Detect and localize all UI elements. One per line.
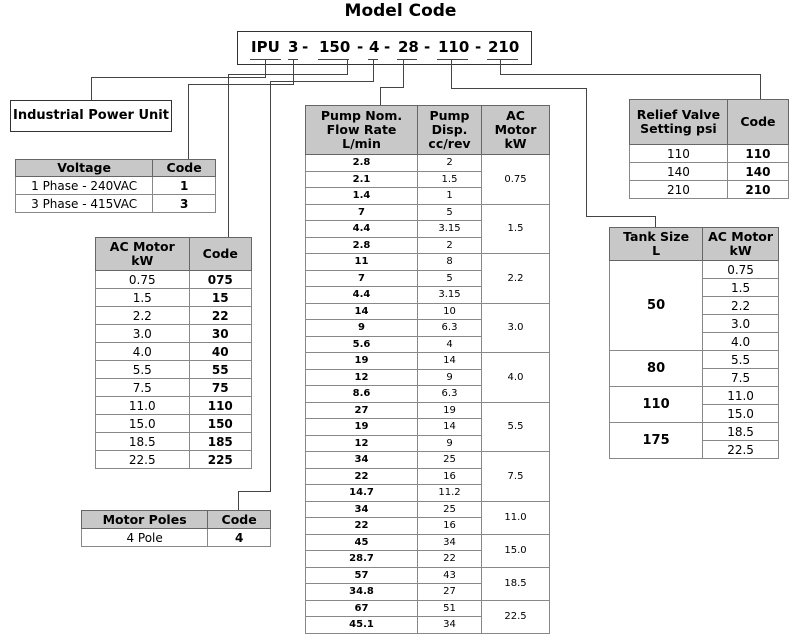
flow-cell: 2.1 bbox=[306, 171, 418, 188]
tank-size-cell: 175 bbox=[610, 423, 703, 459]
flow-cell: 22 bbox=[306, 468, 418, 485]
disp-cell: 6.3 bbox=[418, 386, 482, 403]
code-cell: 40 bbox=[189, 343, 251, 361]
disp-cell: 1 bbox=[418, 188, 482, 205]
table-row bbox=[306, 353, 550, 370]
code-sep: - bbox=[384, 38, 391, 56]
motor-kw-cell: 22.5 bbox=[703, 441, 779, 459]
code-sep: - bbox=[475, 38, 482, 56]
page-title: Model Code bbox=[344, 1, 457, 21]
motor-kw-cell: 3.0 bbox=[482, 303, 550, 353]
code-cell: 075 bbox=[189, 271, 251, 289]
disp-cell: 16 bbox=[418, 468, 482, 485]
motor-kw-cell: 1.5 bbox=[703, 279, 779, 297]
motor-kw-cell: 0.75 bbox=[482, 155, 550, 205]
table-header-row bbox=[610, 228, 779, 261]
motor-kw-cell: 5.5 bbox=[96, 361, 190, 379]
flow-cell: 4.4 bbox=[306, 287, 418, 304]
relief-header bbox=[630, 100, 728, 145]
motor-kw-cell: 7.5 bbox=[96, 379, 190, 397]
table-row bbox=[96, 307, 252, 325]
disp-cell: 34 bbox=[418, 617, 482, 634]
disp-cell: 2 bbox=[418, 237, 482, 254]
table-row bbox=[610, 423, 779, 441]
relief-table bbox=[629, 99, 789, 199]
tank-size-cell: 110 bbox=[610, 387, 703, 423]
code-part-ipu: IPU bbox=[251, 38, 280, 56]
code-header: Code bbox=[208, 511, 271, 529]
table-row bbox=[306, 254, 550, 271]
psi-cell: 210 bbox=[630, 181, 728, 199]
table-row bbox=[610, 351, 779, 369]
psi-cell: 110 bbox=[630, 145, 728, 163]
flow-cell: 45.1 bbox=[306, 617, 418, 634]
motor-kw-cell: 1.5 bbox=[96, 289, 190, 307]
disp-cell: 8 bbox=[418, 254, 482, 271]
motor-kw-cell: 7.5 bbox=[482, 452, 550, 502]
code-cell: 110 bbox=[727, 145, 788, 163]
table-row bbox=[306, 303, 550, 320]
poles-header: Motor Poles bbox=[82, 511, 208, 529]
disp-cell: 16 bbox=[418, 518, 482, 535]
motor-kw-cell: 4.0 bbox=[703, 333, 779, 351]
motor-kw-cell: 7.5 bbox=[703, 369, 779, 387]
tank-table bbox=[609, 227, 779, 459]
voltage-cell: 1 Phase - 240VAC bbox=[16, 177, 153, 195]
ipu-label-box: Industrial Power Unit bbox=[10, 100, 172, 132]
motor-kw-cell: 5.5 bbox=[482, 402, 550, 452]
table-row bbox=[96, 361, 252, 379]
code-cell: 225 bbox=[189, 451, 251, 469]
code-cell: 185 bbox=[189, 433, 251, 451]
table-header-row bbox=[630, 100, 789, 145]
motor-kw-header bbox=[482, 106, 550, 155]
disp-cell: 14 bbox=[418, 419, 482, 436]
flow-cell: 45 bbox=[306, 534, 418, 551]
table-row bbox=[306, 155, 550, 172]
flow-header bbox=[306, 106, 418, 155]
disp-cell: 14 bbox=[418, 353, 482, 370]
flow-cell: 12 bbox=[306, 369, 418, 386]
motor-kw-header-label: AC Motor kW bbox=[708, 229, 774, 258]
disp-cell: 4 bbox=[418, 336, 482, 353]
motor-kw-cell: 0.75 bbox=[96, 271, 190, 289]
code-cell: 3 bbox=[153, 195, 216, 213]
motor-kw-cell: 3.0 bbox=[96, 325, 190, 343]
flow-cell: 2.8 bbox=[306, 237, 418, 254]
flow-cell: 2.8 bbox=[306, 155, 418, 172]
code-cell: 15 bbox=[189, 289, 251, 307]
disp-cell: 27 bbox=[418, 584, 482, 601]
flow-cell: 34 bbox=[306, 452, 418, 469]
code-part-pump: 28 bbox=[398, 38, 419, 56]
disp-cell: 25 bbox=[418, 501, 482, 518]
pump-table bbox=[305, 105, 550, 634]
table-header-row bbox=[96, 238, 252, 271]
motor-kw-cell: 18.5 bbox=[482, 567, 550, 600]
flow-cell: 11 bbox=[306, 254, 418, 271]
psi-cell: 140 bbox=[630, 163, 728, 181]
poles-cell: 4 Pole bbox=[82, 529, 208, 547]
flow-cell: 28.7 bbox=[306, 551, 418, 568]
disp-cell: 6.3 bbox=[418, 320, 482, 337]
motor-kw-cell: 2.2 bbox=[703, 297, 779, 315]
motor-kw-cell: 4.0 bbox=[96, 343, 190, 361]
code-cell: 210 bbox=[727, 181, 788, 199]
poles-table bbox=[81, 510, 271, 547]
flow-cell: 4.4 bbox=[306, 221, 418, 238]
flow-cell: 12 bbox=[306, 435, 418, 452]
motor-kw-cell: 22.5 bbox=[482, 600, 550, 633]
code-header: Code bbox=[727, 100, 788, 145]
table-row bbox=[96, 271, 252, 289]
code-cell: 30 bbox=[189, 325, 251, 343]
table-row bbox=[306, 600, 550, 617]
disp-cell: 5 bbox=[418, 204, 482, 221]
table-row bbox=[96, 325, 252, 343]
motor-kw-cell: 15.0 bbox=[703, 405, 779, 423]
table-row bbox=[630, 163, 789, 181]
disp-cell: 43 bbox=[418, 567, 482, 584]
code-part-poles: 4 bbox=[369, 38, 380, 56]
table-row bbox=[96, 397, 252, 415]
table-row bbox=[306, 567, 550, 584]
motor-kw-cell: 2.2 bbox=[96, 307, 190, 325]
disp-cell: 10 bbox=[418, 303, 482, 320]
flow-cell: 67 bbox=[306, 600, 418, 617]
flow-cell: 22 bbox=[306, 518, 418, 535]
disp-cell: 3.15 bbox=[418, 287, 482, 304]
table-row bbox=[610, 261, 779, 279]
motor-kw-cell: 18.5 bbox=[703, 423, 779, 441]
table-row bbox=[16, 177, 216, 195]
flow-cell: 7 bbox=[306, 270, 418, 287]
flow-cell: 9 bbox=[306, 320, 418, 337]
disp-cell: 11.2 bbox=[418, 485, 482, 502]
motor-kw-cell: 11.0 bbox=[703, 387, 779, 405]
code-cell: 1 bbox=[153, 177, 216, 195]
flow-cell: 14.7 bbox=[306, 485, 418, 502]
code-part-relief: 110 bbox=[438, 38, 470, 56]
motor-kw-cell: 5.5 bbox=[703, 351, 779, 369]
motor-kw-cell: 18.5 bbox=[96, 433, 190, 451]
code-header: Code bbox=[189, 238, 251, 271]
disp-cell: 51 bbox=[418, 600, 482, 617]
motor-kw-header-label: AC Motor kW bbox=[494, 108, 537, 151]
table-row bbox=[306, 452, 550, 469]
disp-cell: 5 bbox=[418, 270, 482, 287]
disp-header bbox=[418, 106, 482, 155]
voltage-cell: 3 Phase - 415VAC bbox=[16, 195, 153, 213]
code-cell: 150 bbox=[189, 415, 251, 433]
motor-table bbox=[95, 237, 252, 469]
disp-cell: 9 bbox=[418, 435, 482, 452]
disp-cell: 2 bbox=[418, 155, 482, 172]
tank-header-label: Tank Size L bbox=[623, 229, 690, 258]
motor-kw-cell: 15.0 bbox=[96, 415, 190, 433]
code-cell: 75 bbox=[189, 379, 251, 397]
disp-cell: 25 bbox=[418, 452, 482, 469]
flow-cell: 14 bbox=[306, 303, 418, 320]
flow-cell: 7 bbox=[306, 204, 418, 221]
motor-header-label: AC Motor kW bbox=[109, 239, 175, 268]
motor-kw-header bbox=[703, 228, 779, 261]
table-header-row bbox=[16, 160, 216, 177]
code-sep: - bbox=[357, 38, 364, 56]
motor-kw-cell: 0.75 bbox=[703, 261, 779, 279]
code-cell: 55 bbox=[189, 361, 251, 379]
motor-kw-cell: 22.5 bbox=[96, 451, 190, 469]
flow-cell: 27 bbox=[306, 402, 418, 419]
voltage-header: Voltage bbox=[16, 160, 153, 177]
code-part-voltage: 3 bbox=[288, 38, 299, 56]
motor-header bbox=[96, 238, 190, 271]
flow-cell: 19 bbox=[306, 419, 418, 436]
table-row bbox=[96, 289, 252, 307]
table-row bbox=[630, 181, 789, 199]
table-row bbox=[630, 145, 789, 163]
relief-header-label: Relief Valve Setting psi bbox=[636, 107, 721, 136]
table-row bbox=[96, 451, 252, 469]
motor-kw-cell: 4.0 bbox=[482, 353, 550, 403]
motor-kw-cell: 11.0 bbox=[482, 501, 550, 534]
code-cell: 22 bbox=[189, 307, 251, 325]
disp-cell: 1.5 bbox=[418, 171, 482, 188]
table-row bbox=[610, 387, 779, 405]
code-cell: 140 bbox=[727, 163, 788, 181]
motor-kw-cell: 2.2 bbox=[482, 254, 550, 304]
flow-cell: 19 bbox=[306, 353, 418, 370]
voltage-table bbox=[15, 159, 216, 213]
code-sep: - bbox=[424, 38, 431, 56]
code-sep: - bbox=[302, 38, 309, 56]
disp-cell: 22 bbox=[418, 551, 482, 568]
table-row bbox=[16, 195, 216, 213]
tank-header bbox=[610, 228, 703, 261]
code-header: Code bbox=[153, 160, 216, 177]
disp-cell: 19 bbox=[418, 402, 482, 419]
code-part-motor: 150 bbox=[319, 38, 351, 56]
motor-kw-cell: 15.0 bbox=[482, 534, 550, 567]
table-header-row bbox=[306, 106, 550, 155]
code-cell: 110 bbox=[189, 397, 251, 415]
code-cell: 4 bbox=[208, 529, 271, 547]
table-row bbox=[306, 204, 550, 221]
table-row bbox=[82, 529, 271, 547]
table-row bbox=[96, 415, 252, 433]
disp-cell: 3.15 bbox=[418, 221, 482, 238]
motor-kw-cell: 11.0 bbox=[96, 397, 190, 415]
table-row bbox=[96, 379, 252, 397]
table-row bbox=[306, 534, 550, 551]
motor-kw-cell: 3.0 bbox=[703, 315, 779, 333]
tank-size-cell: 50 bbox=[610, 261, 703, 351]
tank-size-cell: 80 bbox=[610, 351, 703, 387]
flow-cell: 34.8 bbox=[306, 584, 418, 601]
code-part-tank: 210 bbox=[488, 38, 520, 56]
flow-header-label: Pump Nom. Flow Rate L/min bbox=[320, 108, 403, 151]
flow-cell: 5.6 bbox=[306, 336, 418, 353]
motor-kw-cell: 1.5 bbox=[482, 204, 550, 254]
disp-cell: 9 bbox=[418, 369, 482, 386]
table-row bbox=[306, 402, 550, 419]
flow-cell: 8.6 bbox=[306, 386, 418, 403]
disp-header-label: Pump Disp. cc/rev bbox=[428, 108, 471, 151]
table-row bbox=[96, 343, 252, 361]
flow-cell: 34 bbox=[306, 501, 418, 518]
table-row bbox=[306, 501, 550, 518]
table-row bbox=[96, 433, 252, 451]
table-header-row bbox=[82, 511, 271, 529]
flow-cell: 57 bbox=[306, 567, 418, 584]
flow-cell: 1.4 bbox=[306, 188, 418, 205]
disp-cell: 34 bbox=[418, 534, 482, 551]
